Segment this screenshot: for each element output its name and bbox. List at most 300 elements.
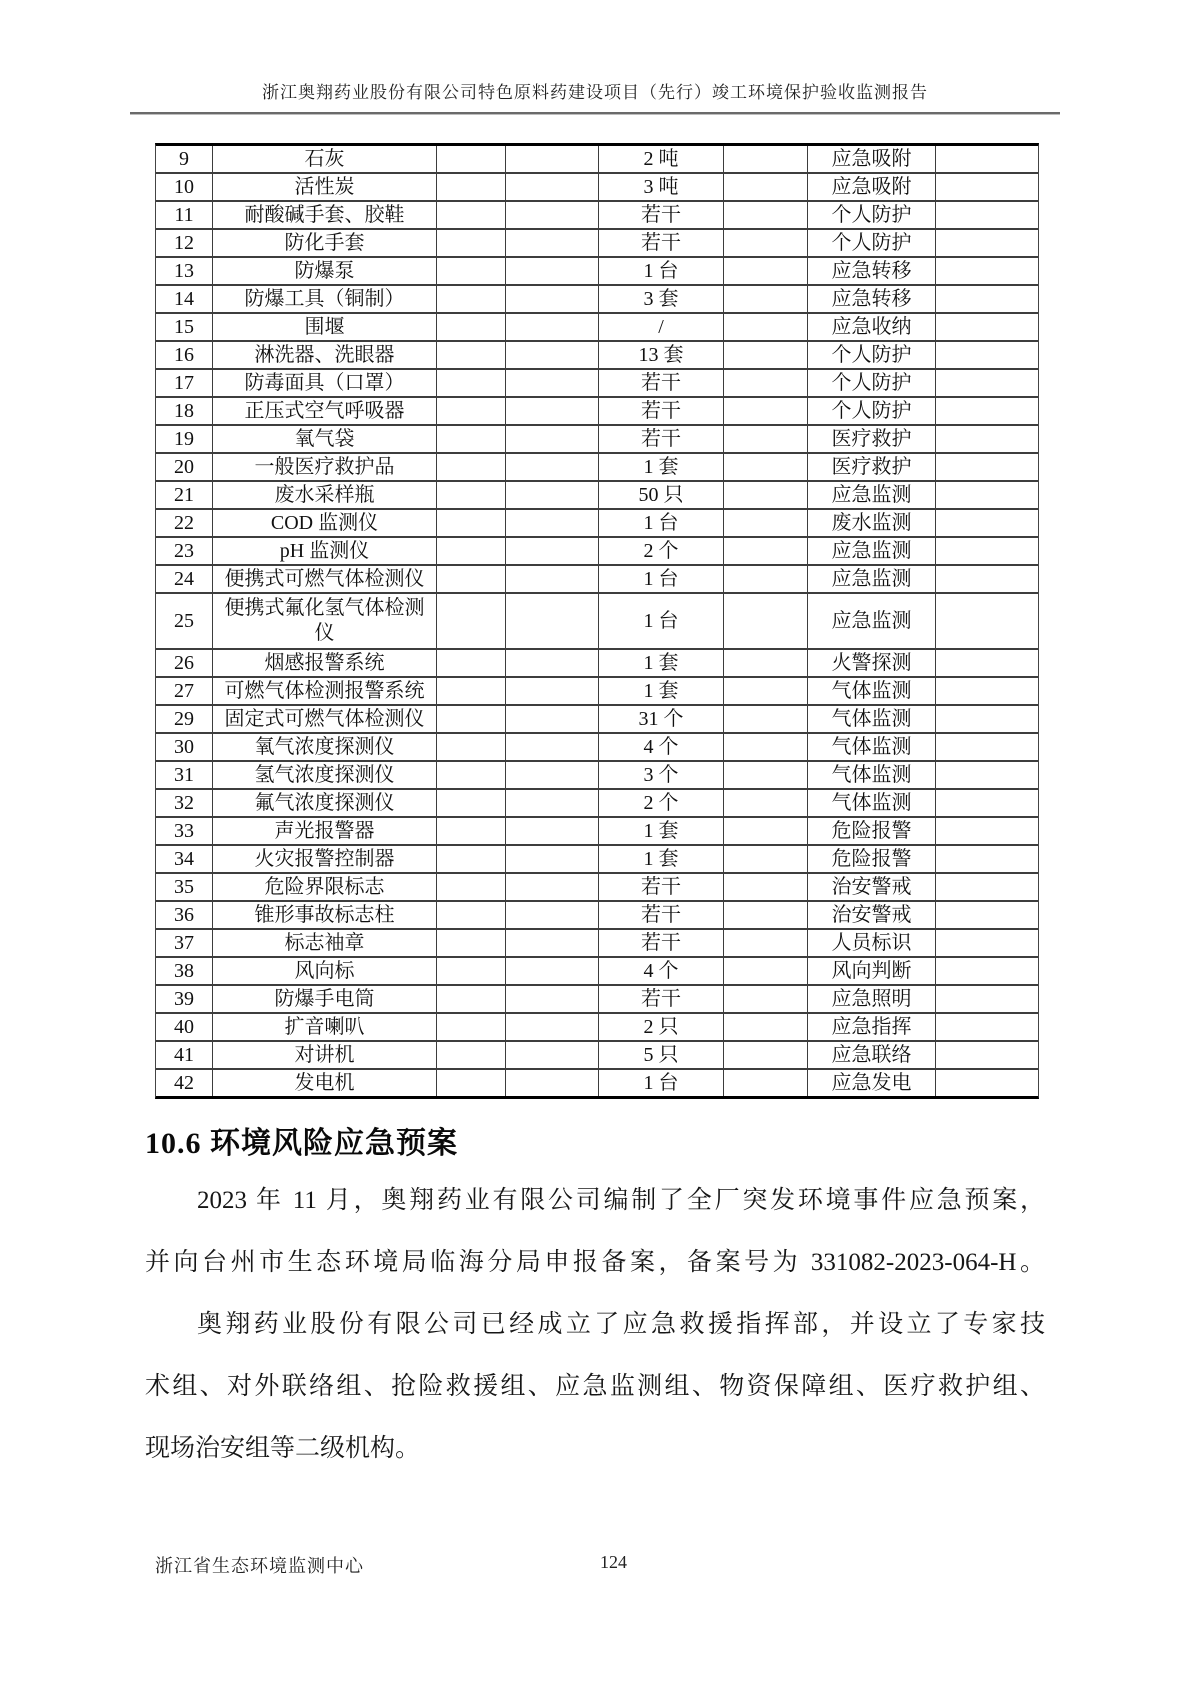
table-row [156, 930, 1038, 958]
empty-cell [506, 790, 599, 816]
empty-cell [724, 202, 808, 228]
empty-cell [506, 538, 599, 564]
item-quantity-cell: 1 套 [599, 678, 724, 704]
empty-cell [936, 454, 1038, 480]
row-number-cell: 10 [156, 174, 213, 200]
row-number-cell: 27 [156, 678, 213, 704]
row-number-cell: 14 [156, 286, 213, 312]
empty-cell [437, 706, 506, 732]
item-name-cell: 防爆泵 [213, 258, 437, 284]
table-row [156, 1070, 1038, 1096]
empty-cell [936, 510, 1038, 536]
empty-cell [506, 818, 599, 844]
empty-cell [437, 818, 506, 844]
item-purpose-cell: 应急转移 [808, 258, 936, 284]
table-row [156, 818, 1038, 846]
item-quantity-cell: 1 套 [599, 650, 724, 676]
footer-organization: 浙江省生态环境监测中心 [155, 1556, 364, 1576]
item-name-cell: 风向标 [213, 958, 437, 984]
empty-cell [936, 762, 1038, 788]
empty-cell [437, 538, 506, 564]
empty-cell [936, 1014, 1038, 1040]
paragraph-line: 现场治安组等二级机构。 [145, 1435, 421, 1462]
item-name-cell: 固定式可燃气体检测仪 [213, 706, 437, 732]
item-name-cell: 锥形事故标志柱 [213, 902, 437, 928]
empty-cell [506, 650, 599, 676]
empty-cell [437, 594, 506, 648]
empty-cell [724, 230, 808, 256]
row-number-cell: 13 [156, 258, 213, 284]
item-quantity-cell: 2 只 [599, 1014, 724, 1040]
row-number-cell: 35 [156, 874, 213, 900]
item-quantity-cell: 31 个 [599, 706, 724, 732]
empty-cell [724, 790, 808, 816]
empty-cell [506, 706, 599, 732]
empty-cell [724, 314, 808, 340]
item-name-cell: 围堰 [213, 314, 437, 340]
empty-cell [724, 1042, 808, 1068]
empty-cell [936, 902, 1038, 928]
empty-cell [724, 846, 808, 872]
item-name-cell: 防爆手电筒 [213, 986, 437, 1012]
empty-cell [936, 566, 1038, 592]
item-quantity-cell: 若干 [599, 398, 724, 424]
item-quantity-cell: 1 套 [599, 818, 724, 844]
empty-cell [437, 286, 506, 312]
empty-cell [936, 1042, 1038, 1068]
item-purpose-cell: 个人防护 [808, 202, 936, 228]
table-row [156, 510, 1038, 538]
empty-cell [724, 454, 808, 480]
item-quantity-cell: 1 台 [599, 510, 724, 536]
item-quantity-cell: 3 吨 [599, 174, 724, 200]
row-number-cell: 40 [156, 1014, 213, 1040]
item-name-cell: 防化手套 [213, 230, 437, 256]
row-number-cell: 26 [156, 650, 213, 676]
empty-cell [506, 734, 599, 760]
row-number-cell: 22 [156, 510, 213, 536]
item-name-cell: 耐酸碱手套、胶鞋 [213, 202, 437, 228]
item-name-cell: 危险界限标志 [213, 874, 437, 900]
table-row [156, 706, 1038, 734]
empty-cell [506, 202, 599, 228]
item-quantity-cell: 1 套 [599, 846, 724, 872]
item-quantity-cell: 若干 [599, 370, 724, 396]
table-row [156, 846, 1038, 874]
item-purpose-cell: 应急吸附 [808, 146, 936, 172]
empty-cell [506, 930, 599, 956]
item-purpose-cell: 治安警戒 [808, 874, 936, 900]
empty-cell [936, 650, 1038, 676]
item-name-cell: 发电机 [213, 1070, 437, 1096]
row-number-cell: 34 [156, 846, 213, 872]
item-name-cell: 便携式氟化氢气体检测仪 [213, 594, 437, 648]
empty-cell [437, 342, 506, 368]
empty-cell [437, 790, 506, 816]
table-row [156, 342, 1038, 370]
empty-cell [724, 650, 808, 676]
empty-cell [936, 342, 1038, 368]
empty-cell [936, 202, 1038, 228]
empty-cell [936, 986, 1038, 1012]
empty-cell [724, 930, 808, 956]
empty-cell [437, 258, 506, 284]
empty-cell [724, 566, 808, 592]
empty-cell [437, 902, 506, 928]
item-purpose-cell: 气体监测 [808, 706, 936, 732]
table-row [156, 986, 1038, 1014]
table-row [156, 762, 1038, 790]
item-name-cell: 防毒面具（口罩） [213, 370, 437, 396]
empty-cell [724, 370, 808, 396]
item-purpose-cell: 医疗救护 [808, 426, 936, 452]
empty-cell [506, 566, 599, 592]
item-purpose-cell: 气体监测 [808, 734, 936, 760]
table-row [156, 174, 1038, 202]
empty-cell [724, 1014, 808, 1040]
empty-cell [936, 930, 1038, 956]
item-quantity-cell: 1 台 [599, 258, 724, 284]
item-purpose-cell: 人员标识 [808, 930, 936, 956]
empty-cell [724, 286, 808, 312]
empty-cell [506, 174, 599, 200]
item-purpose-cell: 应急监测 [808, 594, 936, 648]
empty-cell [506, 258, 599, 284]
empty-cell [437, 314, 506, 340]
empty-cell [506, 482, 599, 508]
empty-cell [936, 874, 1038, 900]
item-quantity-cell: 若干 [599, 986, 724, 1012]
empty-cell [437, 1042, 506, 1068]
item-purpose-cell: 应急转移 [808, 286, 936, 312]
empty-cell [724, 734, 808, 760]
item-quantity-cell: 13 套 [599, 342, 724, 368]
item-quantity-cell: 1 台 [599, 1070, 724, 1096]
empty-cell [506, 986, 599, 1012]
table-row [156, 958, 1038, 986]
item-purpose-cell: 个人防护 [808, 230, 936, 256]
row-number-cell: 12 [156, 230, 213, 256]
empty-cell [437, 370, 506, 396]
empty-cell [437, 1070, 506, 1096]
empty-cell [437, 958, 506, 984]
empty-cell [437, 454, 506, 480]
table-row [156, 314, 1038, 342]
empty-cell [724, 482, 808, 508]
empty-cell [506, 286, 599, 312]
item-name-cell: 扩音喇叭 [213, 1014, 437, 1040]
paragraph-line: 奥翔药业股份有限公司已经成立了应急救援指挥部，并设立了专家技 [197, 1311, 1045, 1338]
empty-cell [936, 174, 1038, 200]
item-quantity-cell: 若干 [599, 230, 724, 256]
item-purpose-cell: 医疗救护 [808, 454, 936, 480]
empty-cell [936, 370, 1038, 396]
item-name-cell: 废水采样瓶 [213, 482, 437, 508]
empty-cell [437, 762, 506, 788]
table-row [156, 538, 1038, 566]
empty-cell [437, 230, 506, 256]
empty-cell [724, 986, 808, 1012]
item-quantity-cell: 若干 [599, 902, 724, 928]
empty-cell [936, 958, 1038, 984]
item-purpose-cell: 气体监测 [808, 762, 936, 788]
empty-cell [936, 314, 1038, 340]
table-row [156, 230, 1038, 258]
item-purpose-cell: 应急监测 [808, 482, 936, 508]
row-number-cell: 38 [156, 958, 213, 984]
empty-cell [936, 146, 1038, 172]
row-number-cell: 32 [156, 790, 213, 816]
row-number-cell: 30 [156, 734, 213, 760]
item-quantity-cell: 若干 [599, 930, 724, 956]
empty-cell [936, 706, 1038, 732]
item-name-cell: 氧气浓度探测仪 [213, 734, 437, 760]
empty-cell [724, 174, 808, 200]
item-quantity-cell: 50 只 [599, 482, 724, 508]
item-name-cell: 对讲机 [213, 1042, 437, 1068]
empty-cell [437, 986, 506, 1012]
empty-cell [724, 706, 808, 732]
table-row [156, 1042, 1038, 1070]
row-number-cell: 41 [156, 1042, 213, 1068]
item-purpose-cell: 风向判断 [808, 958, 936, 984]
row-number-cell: 23 [156, 538, 213, 564]
item-name-cell: 标志袖章 [213, 930, 437, 956]
emergency-supplies-table [155, 143, 1039, 1099]
empty-cell [724, 678, 808, 704]
empty-cell [724, 146, 808, 172]
empty-cell [936, 818, 1038, 844]
table-row [156, 790, 1038, 818]
empty-cell [506, 370, 599, 396]
table-row [156, 482, 1038, 510]
empty-cell [724, 1070, 808, 1096]
empty-cell [936, 230, 1038, 256]
empty-cell [724, 538, 808, 564]
row-number-cell: 36 [156, 902, 213, 928]
item-purpose-cell: 个人防护 [808, 398, 936, 424]
page-header-title: 浙江奥翔药业股份有限公司特色原料药建设项目（先行）竣工环境保护验收监测报告 [262, 83, 928, 102]
row-number-cell: 17 [156, 370, 213, 396]
empty-cell [437, 1014, 506, 1040]
empty-cell [437, 846, 506, 872]
body-paragraphs [145, 1170, 1045, 1480]
item-quantity-cell: 2 个 [599, 538, 724, 564]
empty-cell [936, 286, 1038, 312]
empty-cell [724, 426, 808, 452]
empty-cell [506, 1042, 599, 1068]
item-purpose-cell: 气体监测 [808, 790, 936, 816]
empty-cell [724, 594, 808, 648]
table-row [156, 286, 1038, 314]
table-row [156, 594, 1038, 650]
row-number-cell: 11 [156, 202, 213, 228]
empty-cell [437, 174, 506, 200]
item-quantity-cell: 2 个 [599, 790, 724, 816]
empty-cell [506, 426, 599, 452]
row-number-cell: 31 [156, 762, 213, 788]
item-purpose-cell: 应急监测 [808, 538, 936, 564]
item-quantity-cell: 若干 [599, 426, 724, 452]
table-row [156, 734, 1038, 762]
item-quantity-cell: / [599, 314, 724, 340]
empty-cell [936, 398, 1038, 424]
item-quantity-cell: 1 台 [599, 594, 724, 648]
table-row [156, 1014, 1038, 1042]
item-name-cell: COD 监测仪 [213, 510, 437, 536]
empty-cell [437, 398, 506, 424]
empty-cell [437, 202, 506, 228]
item-quantity-cell: 3 个 [599, 762, 724, 788]
empty-cell [936, 258, 1038, 284]
paragraph-line: 2023 年 11 月，奥翔药业有限公司编制了全厂突发环境事件应急预案， [197, 1187, 1045, 1214]
item-purpose-cell: 应急指挥 [808, 1014, 936, 1040]
empty-cell [724, 398, 808, 424]
item-name-cell: 声光报警器 [213, 818, 437, 844]
item-name-cell: 烟感报警系统 [213, 650, 437, 676]
row-number-cell: 9 [156, 146, 213, 172]
item-name-cell: 活性炭 [213, 174, 437, 200]
empty-cell [437, 566, 506, 592]
empty-cell [506, 230, 599, 256]
item-quantity-cell: 1 套 [599, 454, 724, 480]
row-number-cell: 39 [156, 986, 213, 1012]
empty-cell [506, 1014, 599, 1040]
empty-cell [437, 146, 506, 172]
row-number-cell: 21 [156, 482, 213, 508]
item-purpose-cell: 气体监测 [808, 678, 936, 704]
row-number-cell: 29 [156, 706, 213, 732]
item-purpose-cell: 应急收纳 [808, 314, 936, 340]
item-name-cell: 氟气浓度探测仪 [213, 790, 437, 816]
empty-cell [437, 650, 506, 676]
section-heading: 10.6 环境风险应急预案 [145, 1127, 458, 1160]
item-name-cell: 火灾报警控制器 [213, 846, 437, 872]
empty-cell [936, 734, 1038, 760]
item-name-cell: 氢气浓度探测仪 [213, 762, 437, 788]
table-row [156, 146, 1038, 174]
item-purpose-cell: 应急联络 [808, 1042, 936, 1068]
item-quantity-cell: 若干 [599, 874, 724, 900]
item-name-cell: 正压式空气呼吸器 [213, 398, 437, 424]
table-row [156, 202, 1038, 230]
row-number-cell: 18 [156, 398, 213, 424]
item-purpose-cell: 火警探测 [808, 650, 936, 676]
table-row [156, 650, 1038, 678]
empty-cell [724, 342, 808, 368]
empty-cell [506, 146, 599, 172]
item-name-cell: 石灰 [213, 146, 437, 172]
table-row [156, 874, 1038, 902]
empty-cell [437, 734, 506, 760]
row-number-cell: 24 [156, 566, 213, 592]
item-name-cell: 便携式可燃气体检测仪 [213, 566, 437, 592]
empty-cell [506, 762, 599, 788]
table-row [156, 370, 1038, 398]
row-number-cell: 33 [156, 818, 213, 844]
empty-cell [936, 426, 1038, 452]
empty-cell [936, 538, 1038, 564]
item-purpose-cell: 危险报警 [808, 818, 936, 844]
empty-cell [724, 510, 808, 536]
row-number-cell: 19 [156, 426, 213, 452]
item-name-cell: 防爆工具（铜制） [213, 286, 437, 312]
empty-cell [437, 426, 506, 452]
item-name-cell: 淋洗器、洗眼器 [213, 342, 437, 368]
table-row [156, 258, 1038, 286]
empty-cell [506, 958, 599, 984]
table-row [156, 398, 1038, 426]
empty-cell [506, 454, 599, 480]
item-name-cell: 可燃气体检测报警系统 [213, 678, 437, 704]
row-number-cell: 25 [156, 594, 213, 648]
item-purpose-cell: 治安警戒 [808, 902, 936, 928]
empty-cell [506, 874, 599, 900]
table-row [156, 678, 1038, 706]
item-quantity-cell: 若干 [599, 202, 724, 228]
table-row [156, 454, 1038, 482]
empty-cell [724, 874, 808, 900]
table-row [156, 566, 1038, 594]
empty-cell [936, 594, 1038, 648]
item-quantity-cell: 4 个 [599, 734, 724, 760]
row-number-cell: 16 [156, 342, 213, 368]
empty-cell [724, 902, 808, 928]
empty-cell [506, 846, 599, 872]
item-purpose-cell: 应急发电 [808, 1070, 936, 1096]
item-name-cell: 氧气袋 [213, 426, 437, 452]
empty-cell [724, 958, 808, 984]
empty-cell [437, 482, 506, 508]
empty-cell [506, 678, 599, 704]
empty-cell [437, 678, 506, 704]
empty-cell [506, 1070, 599, 1096]
empty-cell [506, 314, 599, 340]
empty-cell [936, 678, 1038, 704]
empty-cell [724, 762, 808, 788]
empty-cell [437, 510, 506, 536]
item-purpose-cell: 废水监测 [808, 510, 936, 536]
empty-cell [437, 930, 506, 956]
item-purpose-cell: 危险报警 [808, 846, 936, 872]
item-name-cell: 一般医疗救护品 [213, 454, 437, 480]
empty-cell [437, 874, 506, 900]
paragraph-line: 术组、对外联络组、抢险救援组、应急监测组、物资保障组、医疗救护组、 [145, 1373, 1045, 1400]
row-number-cell: 20 [156, 454, 213, 480]
empty-cell [936, 482, 1038, 508]
item-purpose-cell: 应急吸附 [808, 174, 936, 200]
empty-cell [724, 258, 808, 284]
empty-cell [936, 790, 1038, 816]
item-purpose-cell: 个人防护 [808, 342, 936, 368]
empty-cell [506, 398, 599, 424]
paragraph-line: 并向台州市生态环境局临海分局申报备案，备案号为 331082-2023-064-H。 [145, 1249, 1045, 1276]
item-quantity-cell: 1 台 [599, 566, 724, 592]
item-quantity-cell: 2 吨 [599, 146, 724, 172]
empty-cell [936, 846, 1038, 872]
empty-cell [506, 510, 599, 536]
empty-cell [506, 342, 599, 368]
row-number-cell: 15 [156, 314, 213, 340]
table-row [156, 902, 1038, 930]
item-quantity-cell: 5 只 [599, 1042, 724, 1068]
row-number-cell: 37 [156, 930, 213, 956]
item-quantity-cell: 3 套 [599, 286, 724, 312]
item-quantity-cell: 4 个 [599, 958, 724, 984]
row-number-cell: 42 [156, 1070, 213, 1096]
header-divider [130, 112, 1060, 115]
empty-cell [724, 818, 808, 844]
